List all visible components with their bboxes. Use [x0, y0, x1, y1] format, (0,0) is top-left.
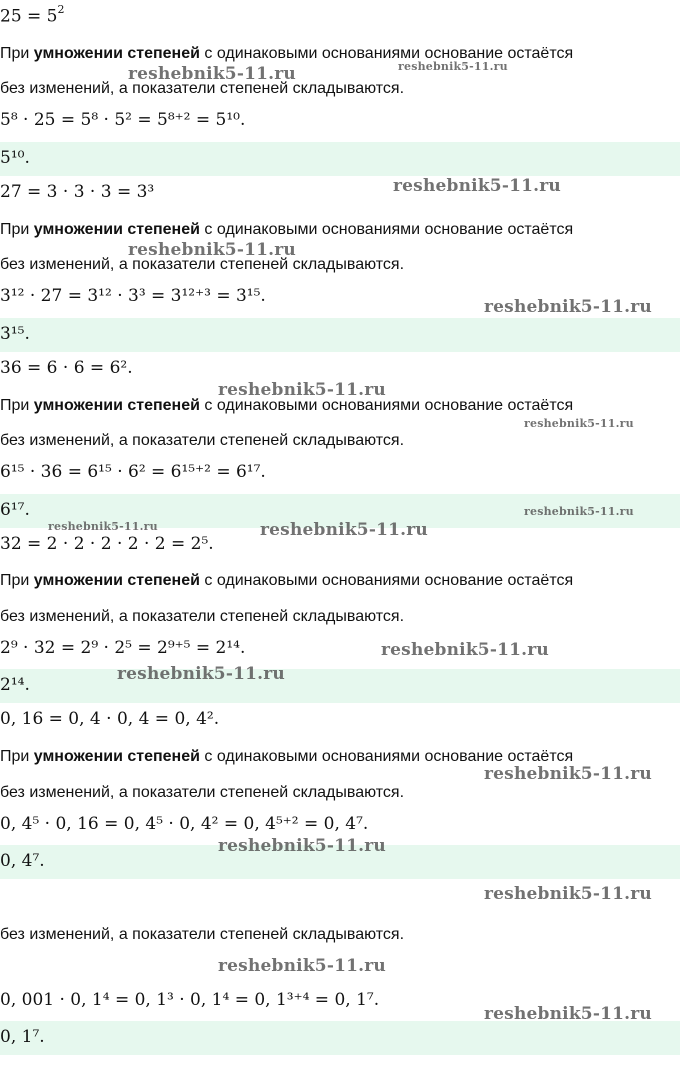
- watermark: reshebnik5-11.ru: [524, 417, 634, 430]
- rule-text: При умножении степеней с одинаковыми основаниями основание остаётся: [0, 221, 574, 238]
- equation: 36 = 6 · 6 = 6².: [0, 358, 133, 378]
- watermark: reshebnik5-11.ru: [48, 520, 158, 533]
- rule-text-cont: без изменений, а показатели степеней складываются.: [0, 256, 405, 273]
- watermark: reshebnik5-11.ru: [524, 505, 634, 518]
- answer: 0, 1⁷.: [0, 1027, 45, 1047]
- equation: 0, 4⁵ · 0, 16 = 0, 4⁵ · 0, 4² = 0, 4⁵⁺² = 0, 4⁷.: [0, 814, 369, 834]
- rule-text-cont: без изменений, а показатели степеней складываются.: [0, 608, 405, 625]
- watermark: reshebnik5-11.ru: [484, 1004, 652, 1024]
- rule-text: При умножении степеней с одинаковыми основаниями основание остаётся: [0, 748, 574, 765]
- answer: 6¹⁷.: [0, 500, 30, 520]
- watermark: reshebnik5-11.ru: [484, 764, 652, 784]
- answer-band: [0, 669, 680, 703]
- rule-text: При умножении степеней с одинаковыми основаниями основание остаётся: [0, 45, 574, 62]
- watermark: reshebnik5-11.ru: [218, 380, 386, 400]
- watermark: reshebnik5-11.ru: [398, 60, 508, 73]
- rule-text-cont: без изменений, а показатели степеней складываются.: [0, 432, 405, 449]
- equation: 2⁹ · 32 = 2⁹ · 2⁵ = 2⁹⁺⁵ = 2¹⁴.: [0, 638, 246, 658]
- rule-text: При умножении степеней с одинаковыми основаниями основание остаётся: [0, 397, 574, 414]
- rule-text-cont: без изменений, а показатели степеней складываются.: [0, 80, 405, 97]
- answer: 0, 4⁷.: [0, 851, 45, 871]
- watermark: reshebnik5-11.ru: [484, 297, 652, 317]
- watermark: reshebnik5-11.ru: [218, 836, 386, 856]
- rule-text-cont: без изменений, а показатели степеней складываются.: [0, 784, 405, 801]
- answer: 2¹⁴.: [0, 675, 30, 695]
- watermark: reshebnik5-11.ru: [381, 640, 549, 660]
- equation: 0, 001 · 0, 1⁴ = 0, 1³ · 0, 1⁴ = 0, 1³⁺⁴ = 0, 1⁷.: [0, 990, 380, 1010]
- watermark: reshebnik5-11.ru: [128, 240, 296, 260]
- watermark: reshebnik5-11.ru: [218, 956, 386, 976]
- equation: 3¹² · 27 = 3¹² · 3³ = 3¹²⁺³ = 3¹⁵.: [0, 286, 266, 306]
- answer: 3¹⁵.: [0, 324, 30, 344]
- equation: 0, 16 = 0, 4 · 0, 4 = 0, 4².: [0, 709, 220, 729]
- watermark: reshebnik5-11.ru: [117, 664, 285, 684]
- answer: 5¹⁰.: [0, 148, 30, 168]
- equation: 32 = 2 · 2 · 2 · 2 · 2 = 2⁵.: [0, 534, 214, 554]
- equation: 6¹⁵ · 36 = 6¹⁵ · 6² = 6¹⁵⁺² = 6¹⁷.: [0, 462, 266, 482]
- equation: 27 = 3 · 3 · 3 = 3³: [0, 182, 155, 202]
- watermark: reshebnik5-11.ru: [484, 884, 652, 904]
- watermark: reshebnik5-11.ru: [393, 176, 561, 196]
- equation: $25 = 5^2$: [0, 3, 65, 27]
- answer-band: [0, 142, 680, 176]
- equation: 5⁸ · 25 = 5⁸ · 5² = 5⁸⁺² = 5¹⁰.: [0, 110, 246, 130]
- watermark: reshebnik5-11.ru: [128, 64, 296, 84]
- watermark: reshebnik5-11.ru: [260, 520, 428, 540]
- rule-text-cont: без изменений, а показатели степеней складываются.: [0, 926, 405, 943]
- answer-band: [0, 1021, 680, 1055]
- answer-band: [0, 318, 680, 352]
- rule-text: При умножении степеней с одинаковыми основаниями основание остаётся: [0, 572, 574, 589]
